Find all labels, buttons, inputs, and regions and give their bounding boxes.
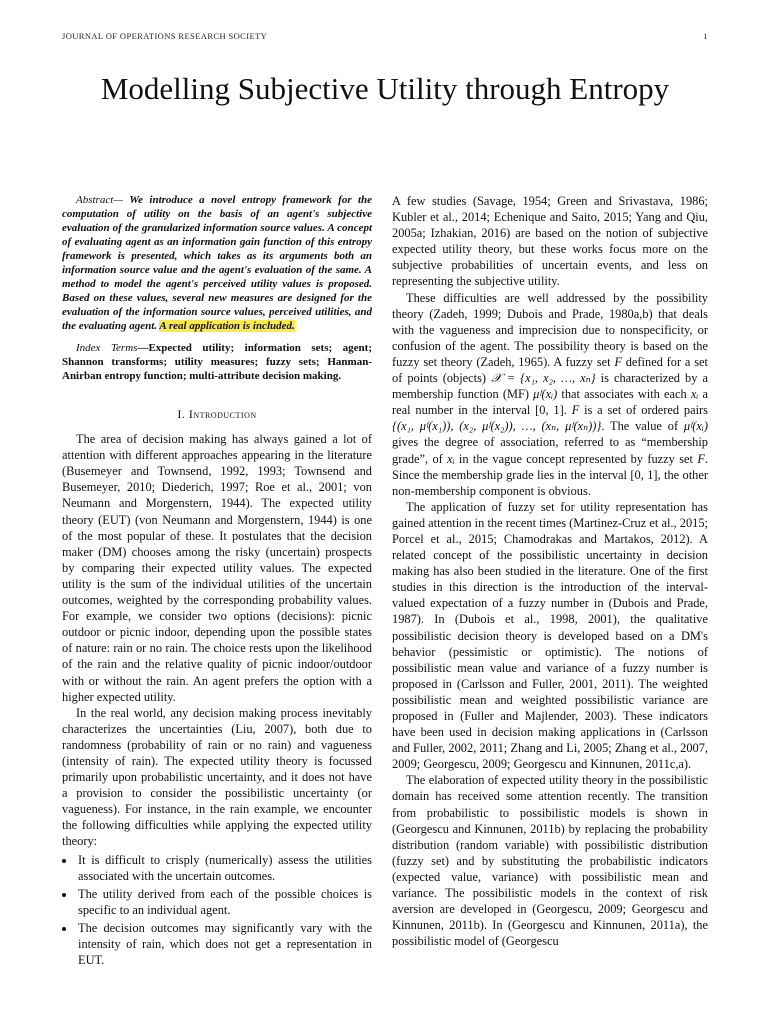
right-paragraph-1: A few studies (Savage, 1954; Green and Srivastava, 1986; Kubler et al., 2014; Echenique and Saito, 2015; Yang and Qiu, 2005a; Izhakian, 2016) are based on the notion of subjective expected utility theory, but these works focus more on the subjective probabilities of uncertain events, and less on representing the subjective utility. xyxy=(392,194,708,289)
list-item: • The decision outcomes may significantly vary with the intensity of rain, which does not get a representation in EUT. xyxy=(76,920,372,968)
journal-name: JOURNAL OF OPERATIONS RESEARCH SOCIETY xyxy=(62,31,268,41)
text-run: . The value of xyxy=(601,419,684,434)
math-symbol: μᶠ(xᵢ) xyxy=(533,387,558,402)
math-symbol: xᵢ xyxy=(690,387,699,402)
list-item: • The utility derived from each of the possible choices is specific to an individual agent. xyxy=(76,886,372,918)
right-paragraph-3: The application of fuzzy set for utility representation has gained attention in the recent times (Martinez-Cruz et al., 2015; Porcel et al., 2015; Chamodrakas and Martakos, 2012). A related concept of the possibilistic uncertainty in decision making has also been studied in the literature. One of the first studies in this direction is the introduction of the interval-valued expectation of a fuzzy number in (Dubois and Prade, 1987). In (Dubois et al., 1998, 2001), the qualitative possibilistic decision theory is developed based on a DM's behavior (pessimistic or optimistic). The notions of possibilistic mean value and variance of a fuzzy number is proposed in (Carlsson and Fuller, 2001, 2011). The weighted possibilistic mean and weighted possibilistic variance are proposed in (Fuller and Majlender, 2003). These indicators have been used in decision making applications in (Carlsson and Fuller, 2002, 2011; Zhang and Li, 2005; Zhang et al., 2007, 2009; Georgescu, 2009; Georgescu and Kinnunen, 2011c,a). xyxy=(392,499,708,772)
text-run: . Since the membership grade lies in the interval [0, 1], the other non-membership component is obvious. xyxy=(392,451,708,498)
text-run: is a set of ordered pairs xyxy=(579,403,709,418)
right-paragraph-2 xyxy=(392,290,708,499)
index-terms-label: Index Terms xyxy=(76,342,138,354)
text-run: is characterized by a membership function (MF) xyxy=(392,371,708,402)
text-run: defined for a set of points (objects) xyxy=(392,354,708,386)
intro-paragraph-2: In the real world, any decision making process inevitably characterizes the uncertainties (Liu, 2007), both due to randomness (probability of rain or no rain) and vagueness (intensity of rain). The expected utility theory is focussed primarily upon probabilistic uncertainty, and it does not have a provision to consider the possibilistic uncertainty (or vagueness). For instance, in the rain example, we encounter the following difficulties while applying the expected utility theory: xyxy=(62,705,372,849)
math-symbol: xᵢ xyxy=(447,451,455,466)
running-header xyxy=(62,31,708,41)
right-column xyxy=(392,193,708,949)
text-run: gives the degree of association, referred to as “membership grade”, of xyxy=(392,435,708,466)
abstract xyxy=(62,193,372,333)
right-paragraph-4: The elaboration of expected utility theory in the possibilistic domain has received some attention recently. The transition from probabilistic to possibilistic models is shown in (Georgescu and Kinnunen, 2011b) by replacing the probability distribution (random variable) with possibilistic distribution (fuzzy set) and by substituting the probabilistic indicators (expected value, variance) with possibilistic mean and variance. The possibilistic models in the context of risk aversion are developed in (Georgescu, 2009; Georgescu and Kinnunen, 2011b). In (Georgescu and Kinnunen, 2011a), the possibilistic model of (Georgescu xyxy=(392,773,708,949)
list-item: • It is difficult to crisply (numerically) assess the utilities associated with the uncertain outcomes. xyxy=(76,852,372,884)
left-column xyxy=(62,193,372,970)
section-heading-introduction: I. Introduction xyxy=(177,407,257,421)
abstract-text: We introduce a novel entropy framework for the computation of utility on the basis of an agent's subjective evaluation of the granularized information source values. A concept of evaluating agent as an information gain function of this entropy framework is presented, which takes as its arguments both an information source value and the agent's evaluation of the same. A method to model the agent's perceived utility values is proposed. Based on these values, several new measures are designed for the evaluation of the information source values, perceived utilities, and the evaluating agent. xyxy=(62,194,372,332)
math-symbol: μᶠ(xᵢ) xyxy=(683,419,708,434)
paper-title: Modelling Subjective Utility through Entropy xyxy=(100,71,670,106)
text-run: a real number in the interval [0, 1]. xyxy=(392,387,708,418)
math-symbol: F xyxy=(571,403,580,418)
math-symbol: F xyxy=(614,354,622,369)
abstract-highlight[interactable]: A real application is included. xyxy=(159,320,295,332)
difficulties-list xyxy=(62,852,372,969)
text-run: in the vague concept represented by fuzzy set xyxy=(454,451,698,466)
intro-paragraph-1: The area of decision making has always gained a lot of attention with different approaches appearing in the literature (Busemeyer and Townsend, 1992, 1993; Townsend and Busemeyer, 2010; Diederich, 1997; Roe et al., 2001; von Neumann and Morgenstern, 1944). The expected utility theory (EUT) (von Neumann and Morgenstern, 1944) is one of the most popular of these. It postulates that the decision maker (DM) chooses among the risky (uncertain) prospects by comparing their expected utility values. The expected utility is the sum of the individual utilities of the uncertain outcomes, weighted by the corresponding probability values. For example, we consider two options (decisions): picnic outdoor or picnic indoor, depending upon the possible states of nature: rain or no rain. The choice rests upon the likelihood of the rain and the relative quality of picnic indoor/outdoor with or without the rain. An agent prefers the option with a higher expected utility. xyxy=(62,432,372,704)
abstract-label: Abstract— xyxy=(76,194,124,206)
index-terms-text: —Expected utility; information sets; agent; Shannon transforms; utility measures; fuzzy sets; Hanman-Anirban entropy function; multi-attribute decision making. xyxy=(62,342,372,382)
page-number: 1 xyxy=(703,31,708,41)
math-symbol: 𝒳 = {x₁, x₂, …, xₙ} xyxy=(491,371,596,386)
math-symbol: {(x₁, μᶠ(x₁)), (x₂, μᶠ(x₂)), …, (xₙ, μᶠ(xₙ))} xyxy=(392,419,602,434)
index-terms xyxy=(62,341,372,383)
text-run: that associates with each xyxy=(557,387,691,402)
math-symbol: F xyxy=(697,451,705,466)
text-run: These difficulties are well addressed by the possibility theory (Zadeh, 1999; Dubois and Prade, 1980a,b) that deals with the vagueness and imprecision due to nonspecificity, or confusion of the agent. The possibility theory is based on the fuzzy set theory (Zadeh, 1965). A fuzzy set xyxy=(392,290,708,369)
